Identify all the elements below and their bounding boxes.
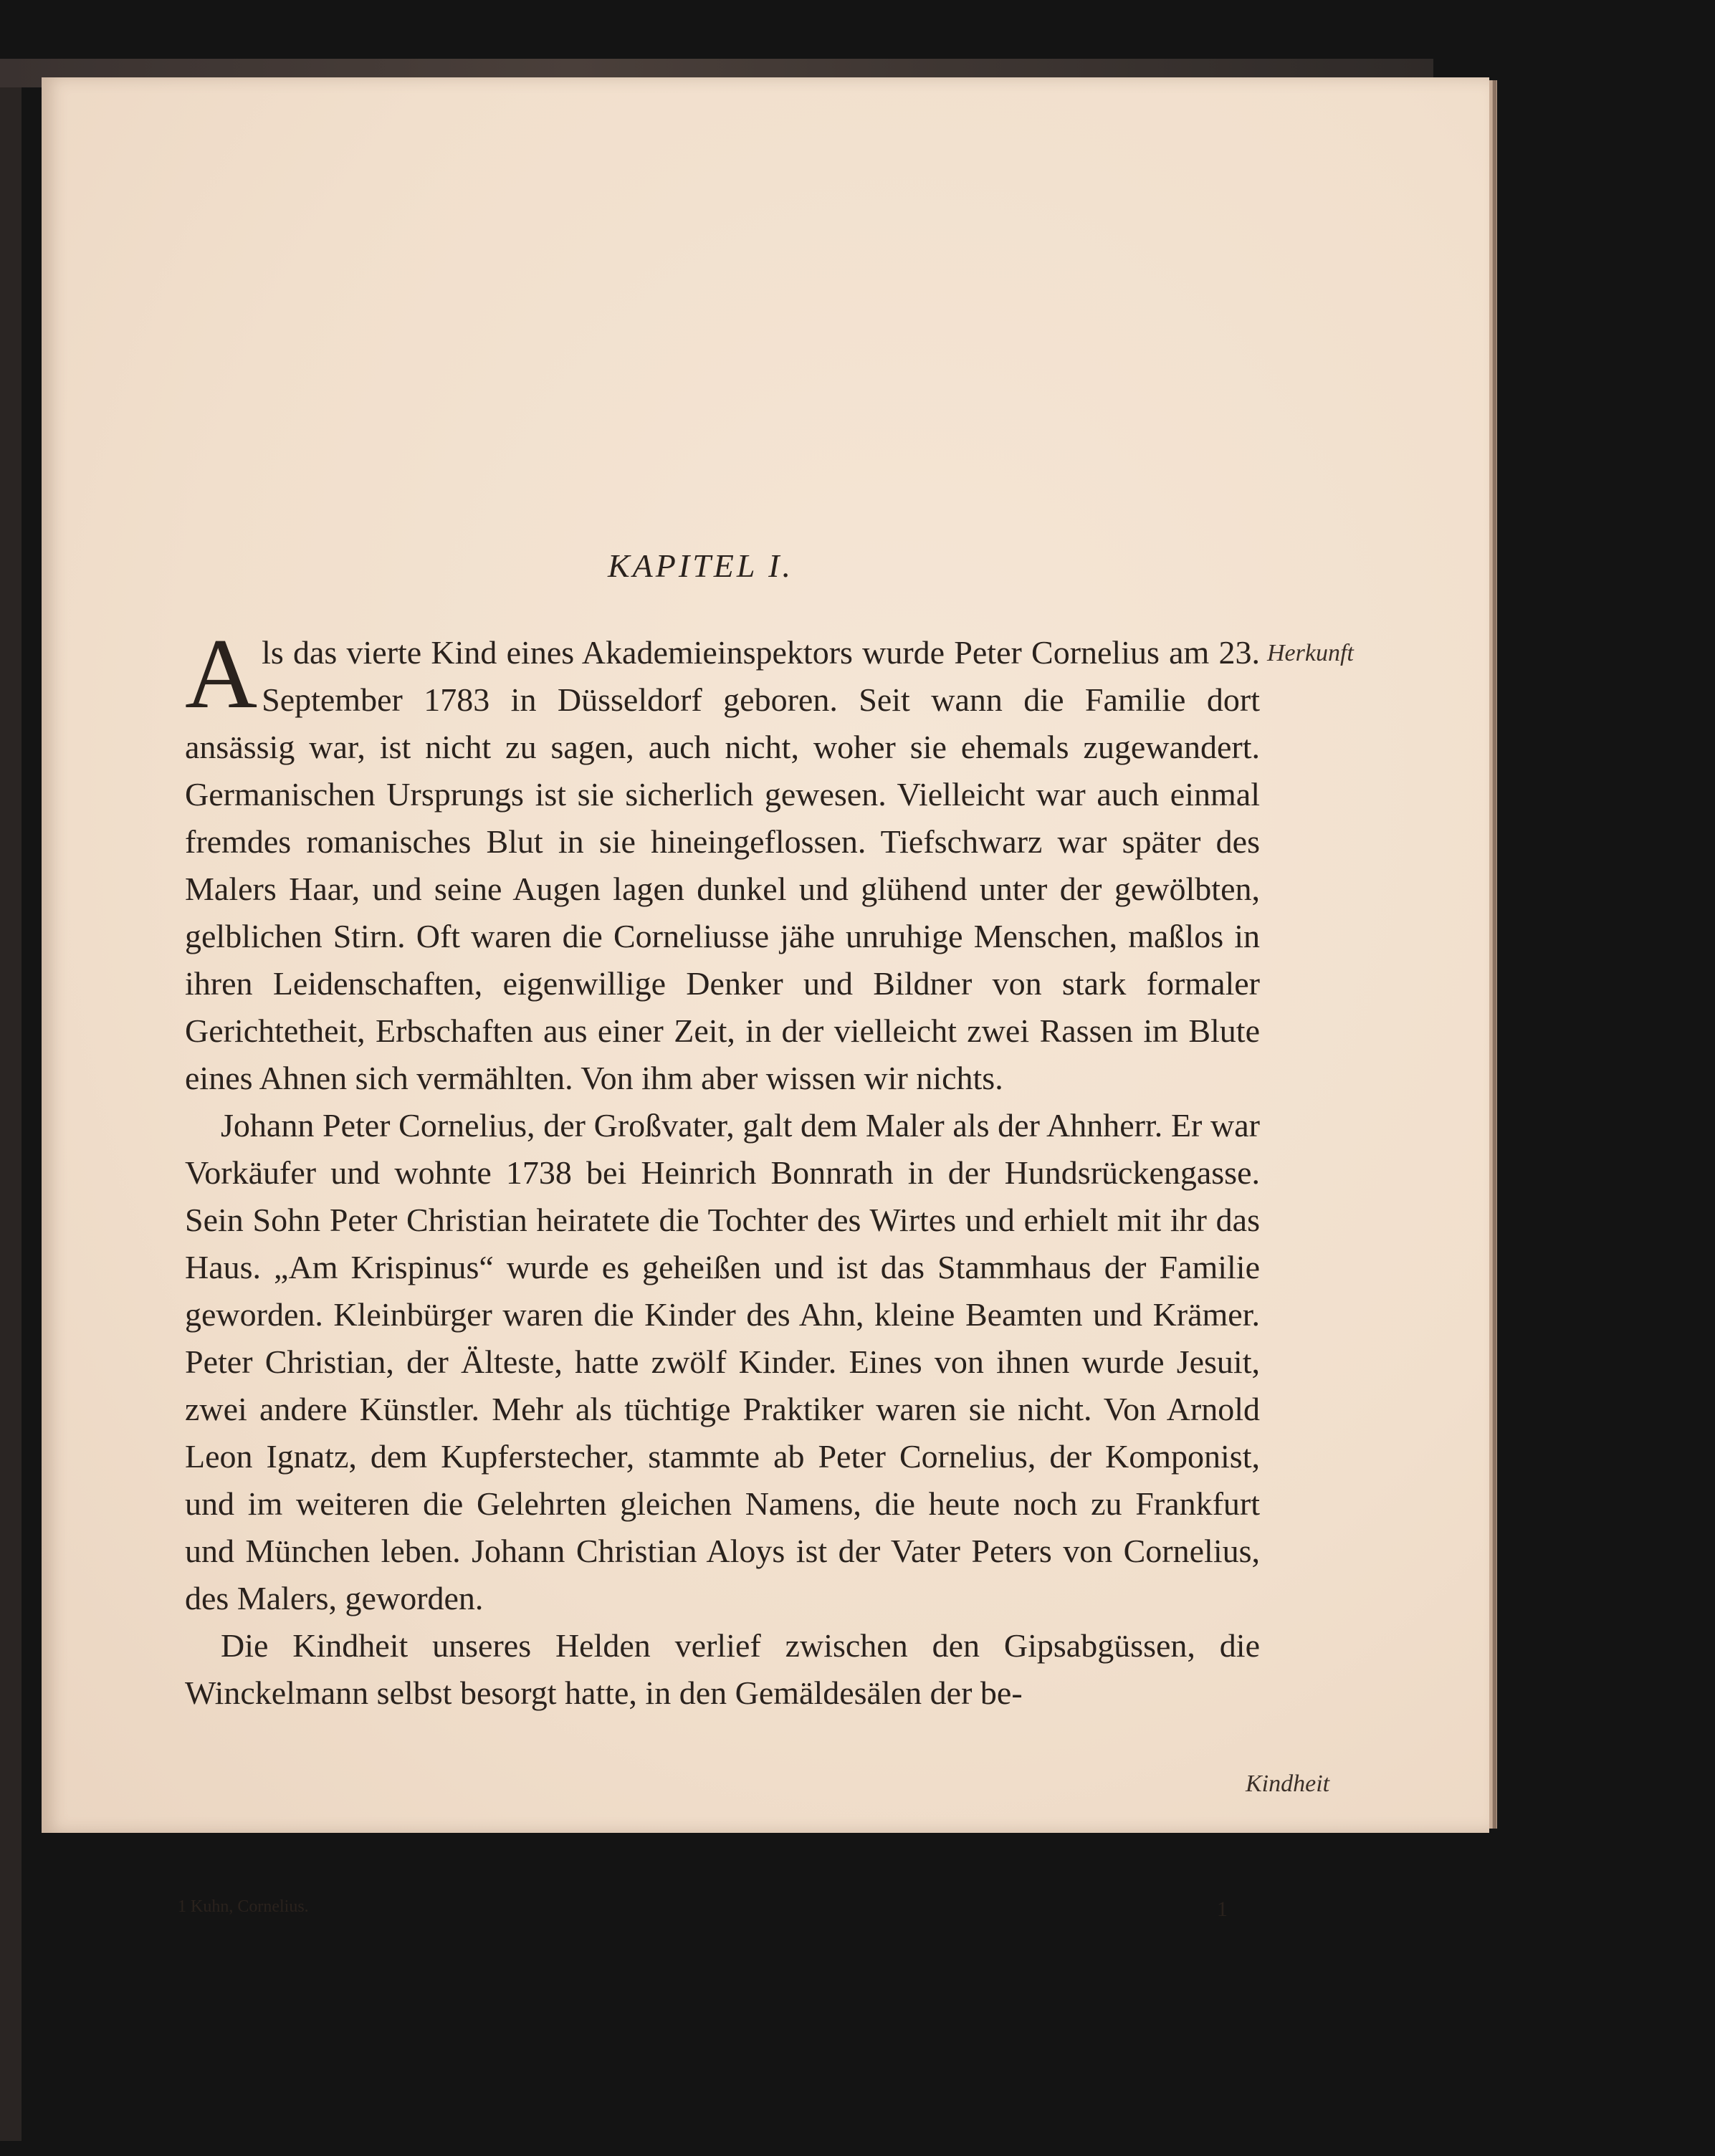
drop-cap: A: [185, 618, 258, 729]
book-page: [42, 77, 1489, 1921]
footer-signature: 1 Kuhn, Cornelius.: [178, 1897, 309, 1916]
page-number: 1: [1217, 1897, 1228, 1921]
paragraph-origin-text: ls das vierte Kind eines Akademieinspektors wurde Peter Cornelius am 23. September 1783 in Düsseldorf geboren. Seit wann die Familie dort ansässig war, ist nicht zu sagen, auch nicht, woher sie ehemals zugewandert. Germanischen Ursprungs ist sie sicherlich gewesen. Vielleicht war auch einmal fremdes romanisches Blut in sie hineingeflossen. Tiefschwarz war später des Malers Haar, und seine Augen lagen dunkel und glühend unter der gewölbten, gelblichen Stirn. Oft waren die Corneliusse jähe unruhige Menschen, maßlos in ihren Leidenschaften, eigenwillige Denker und Bildner von stark formaler Gerichtetheit, Erbschaften aus einer Zeit, in der vielleicht zwei Rassen im Blute eines Ahnen sich vermählten. Von ihm aber wissen wir nichts.: [185, 634, 1260, 1096]
paragraph-ancestry: Johann Peter Cornelius, der Großvater, galt dem Maler als der Ahnherr. Er war Vorkäufer und wohnte 1738 bei Heinrich Bonnrath in der Hundsrückengasse. Sein Sohn Peter Christian heiratete die Tochter des Wirtes und erhielt mit ihr das Haus. „Am Krispinus“ wurde es geheißen und ist das Stammhaus der Familie geworden. Kleinbürger waren die Kinder des Ahn, kleine Beamten und Krämer. Peter Christian, der Älteste, hatte zwölf Kinder. Eines von ihnen wurde Jesuit, zwei andere Künstler. Mehr als tüchtige Praktiker waren sie nicht. Von Arnold Leon Ignatz, dem Kupferstecher, stammte ab Peter Cornelius, der Komponist, und im weiteren die Gelehrten gleichen Namens, die heute noch zu Frankfurt und München leben. Johann Christian Aloys ist der Vater Peters von Cornelius, des Malers, geworden.: [185, 1107, 1260, 1616]
binding-cloth-left: [0, 63, 22, 2141]
margin-note-herkunft: Herkunft: [1267, 640, 1354, 666]
body-text: [185, 618, 1260, 1717]
chapter-title: KAPITEL I.: [608, 547, 793, 584]
margin-note-kindheit: Kindheit: [1246, 1771, 1330, 1797]
paragraph-childhood: Die Kindheit unseres Helden verlief zwischen den Gipsabgüssen, die Winckelmann selbst besorgt hatte, in den Gemäldesälen der be-: [185, 1627, 1260, 1711]
paragraph-origin: [185, 618, 1260, 1102]
